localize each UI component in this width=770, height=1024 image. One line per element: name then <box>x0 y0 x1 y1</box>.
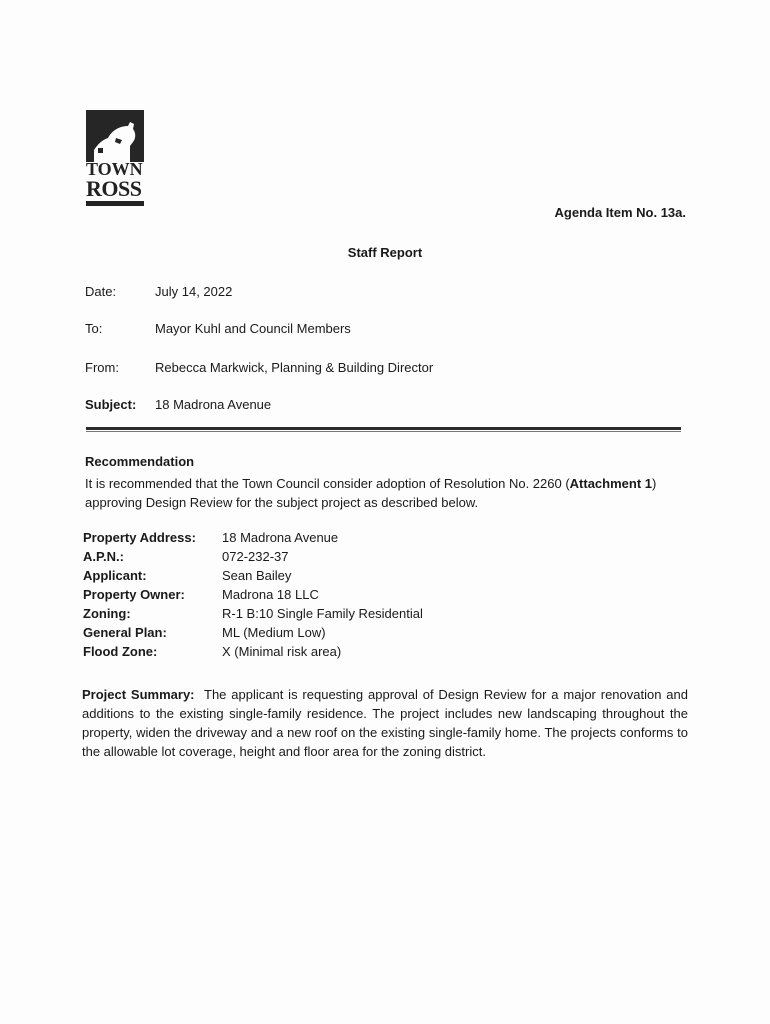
project-summary <box>82 685 688 761</box>
recommendation-heading: Recommendation <box>85 454 195 469</box>
date-value: July 14, 2022 <box>155 284 233 299</box>
summary-text: The applicant is requesting approval of Design Review for a major renovation and additions to the existing single-family residence. The project includes new landscaping throughout the property, widen the driveway and a new roof on the existing single-family home. The projects conforms to the allowable lot coverage, height and floor area for the zoning district. <box>82 687 688 759</box>
meta-date-row <box>85 284 685 304</box>
summary-label: Project Summary: <box>82 687 195 702</box>
logo-underline <box>86 201 144 206</box>
property-value: R-1 B:10 Single Family Residential <box>222 606 423 621</box>
property-label: Property Owner: <box>83 587 185 602</box>
property-row <box>83 587 683 606</box>
property-label: A.P.N.: <box>83 549 124 564</box>
meta-to-row <box>85 321 685 341</box>
property-label: Zoning: <box>83 606 131 621</box>
town-logo <box>86 110 148 206</box>
report-title: Staff Report <box>347 245 423 260</box>
property-value: 072-232-37 <box>222 549 289 564</box>
recommendation-text-part1: It is recommended that the Town Council consider adoption of Resolution No. 2260 ( <box>85 476 570 491</box>
subject-label: Subject: <box>85 397 137 412</box>
to-label: To: <box>85 321 103 336</box>
property-value: Madrona 18 LLC <box>222 587 319 602</box>
property-details <box>83 530 683 663</box>
header-divider-thin <box>86 431 681 432</box>
property-value: 18 Madrona Avenue <box>222 530 339 545</box>
header-divider <box>86 427 681 430</box>
property-value: ML (Medium Low) <box>222 625 326 640</box>
to-value: Mayor Kuhl and Council Members <box>155 321 351 336</box>
property-label: Property Address: <box>83 530 196 545</box>
recommendation-text-part2: ) approving Design Review for the subject project as described below. <box>85 476 657 510</box>
agenda-item-number: Agenda Item No. 13a. <box>554 205 686 220</box>
subject-value: 18 Madrona Avenue <box>155 397 272 412</box>
property-value: Sean Bailey <box>222 568 292 583</box>
property-row <box>83 625 683 644</box>
property-row <box>83 568 683 587</box>
meta-from-row <box>85 360 685 380</box>
logo-ross-text: ROSS <box>86 176 142 201</box>
property-label: Applicant: <box>83 568 147 583</box>
recommendation-text <box>85 474 690 512</box>
property-value: X (Minimal risk area) <box>222 644 342 659</box>
date-label: Date: <box>85 284 117 299</box>
property-row <box>83 549 683 568</box>
property-row <box>83 606 683 625</box>
from-label: From: <box>85 360 119 375</box>
logo-town-text: TOWN <box>86 159 143 179</box>
property-label: General Plan: <box>83 625 167 640</box>
property-label: Flood Zone: <box>83 644 158 659</box>
logo-wordmark <box>86 160 148 200</box>
meta-subject-row <box>85 397 685 417</box>
property-row <box>83 644 683 663</box>
from-value: Rebecca Markwick, Planning & Building Director <box>155 360 434 375</box>
property-row <box>83 530 683 549</box>
attachment-reference: Attachment 1 <box>569 476 653 491</box>
town-of-ross-logo-icon <box>86 110 144 162</box>
